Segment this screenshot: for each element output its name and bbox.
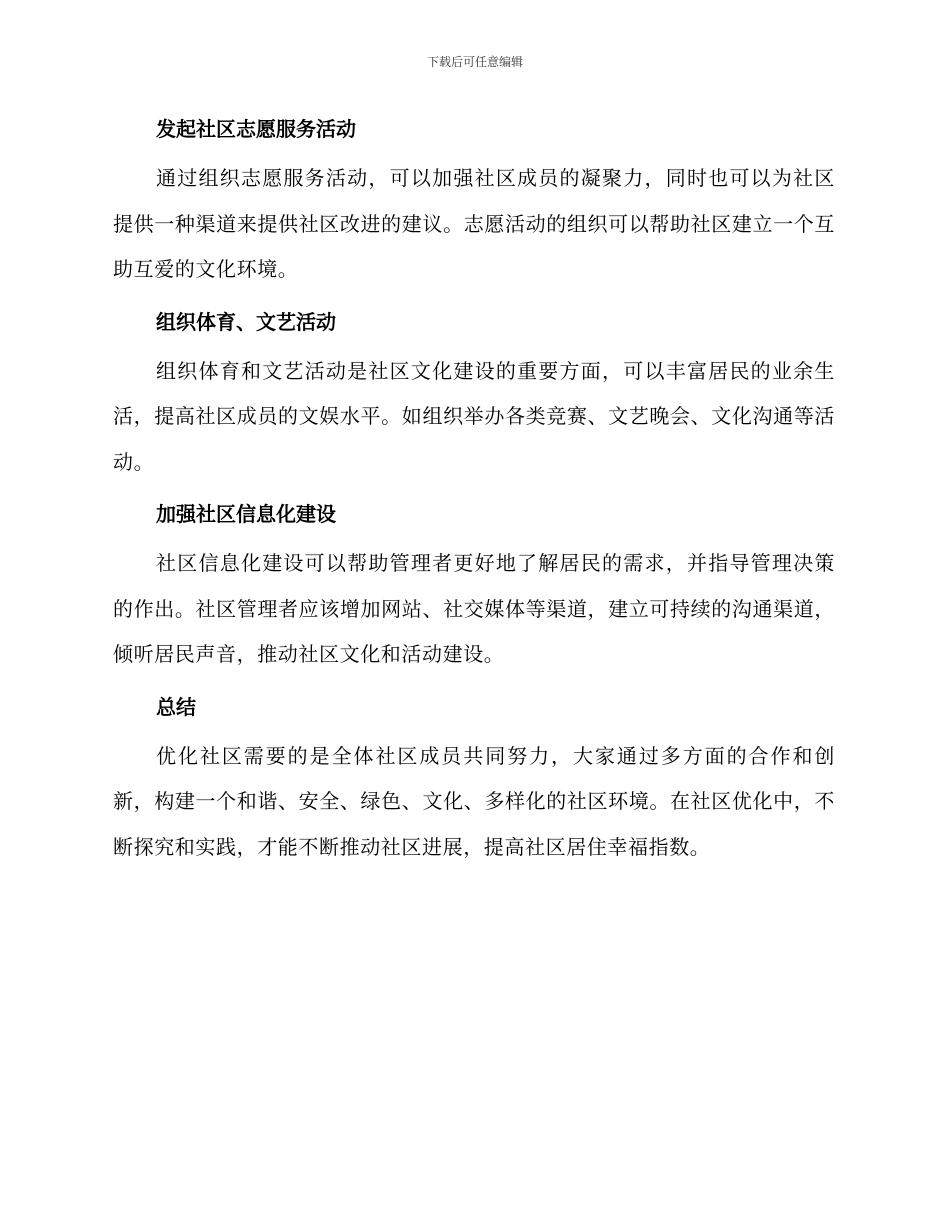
document-content [113,110,835,880]
section-heading: 组织体育、文艺活动 [156,309,336,334]
section-heading: 总结 [156,694,196,719]
section-paragraph: 社区信息化建设可以帮助管理者更好地了解居民的需求，并指导管理决策的作出。社区管理者应该增加网站、社交媒体等渠道，建立可持续的沟通渠道，倾听居民声音，推动社区文化和活动建设。 [113,551,835,666]
section-summary [113,688,835,871]
section-paragraph: 组织体育和文艺活动是社区文化建设的重要方面，可以丰富居民的业余生活，提高社区成员的文娱水平。如组织举办各类竞赛、文艺晚会、文化沟通等活动。 [113,358,835,474]
section-informatization [113,495,835,678]
section-volunteer [113,110,835,293]
section-heading: 加强社区信息化建设 [156,502,336,526]
section-heading: 发起社区志愿服务活动 [156,117,356,141]
section-sports-arts [113,303,835,486]
page-header-note: 下载后可任意编辑 [426,55,523,69]
section-paragraph: 通过组织志愿服务活动，可以加强社区成员的凝聚力，同时也可以为社区提供一种渠道来提供社区改进的建议。志愿活动的组织可以帮助社区建立一个互助互爱的文化环境。 [113,166,835,281]
section-paragraph: 优化社区需要的是全体社区成员共同努力，大家通过多方面的合作和创新，构建一个和谐、安全、绿色、文化、多样化的社区环境。在社区优化中，不断探究和实践，才能不断推动社区进展，提高社区居住幸福指数。 [113,743,835,859]
